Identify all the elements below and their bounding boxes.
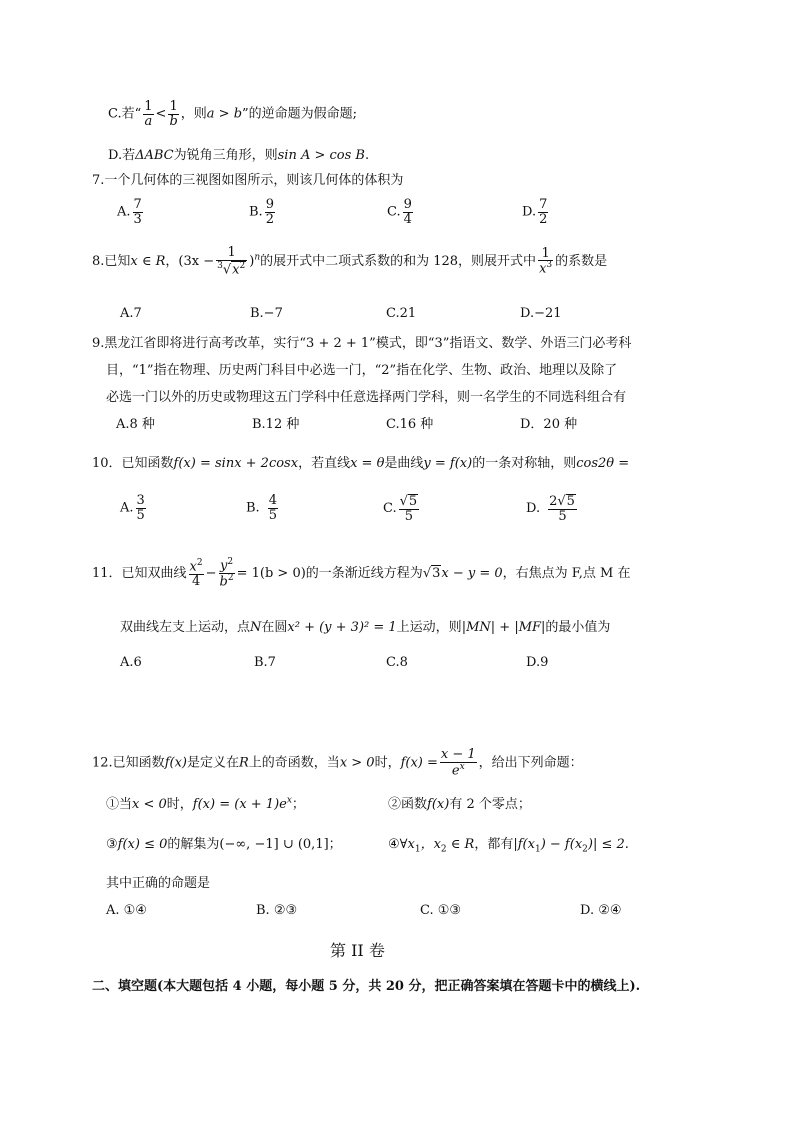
q11-line-2: 双曲线左支上运动，点N在圆x² + (y + 3)² = 1上运动，则|MN| + |MF|的最小值为	[120, 620, 611, 635]
q9-option-d: D．20 种	[520, 417, 578, 432]
q6-c-fraction-2: $\frac{1}{b}$	[169, 99, 178, 129]
q7-stem: 7.一个几何体的三视图如图所示，则该几何体的体积为	[92, 173, 404, 188]
q12-proposition-3: ③f(x) ≤ 0的解集为(−∞, −1] ∪ (0,1]；	[106, 837, 342, 852]
q9-line-1: 9.黑龙江省即将进行高考改革，实行“3 + 2 + 1”模式，即“3”指语文、数学、外语三门必考科	[92, 336, 632, 351]
q9-line-2: 目，“1”指在物理、历史两门科目中必选一门，“2”指在化学、生物、政治、地理以及除了	[106, 363, 618, 378]
q10-stem: 10．已知函数f(x) = sinx + 2cosx，若直线x = θ是曲线y = f(x)的一条对称轴，则cos2θ =	[92, 456, 630, 471]
section-2-heading: 二、填空题(本大题包括 4 小题，每小题 5 分，共 20 分，把正确答案填在答题卡中的横线上).	[92, 979, 641, 994]
q11-stem: 11．已知双曲线 $\frac{x^2}{4}$ − $\frac{y^2}{b^2}$ = 1(b > 0)的一条渐近线方程为√3x − y = 0，右焦点为 F,点 M 在	[92, 557, 631, 590]
q8-fraction: $\frac{1}{^3√x^2}$	[217, 245, 246, 277]
q12-option-b: B. ②③	[256, 903, 298, 918]
q11-option-b: B.7	[254, 655, 276, 670]
q8-option-d: D.−21	[520, 306, 562, 321]
q10-option-c: C. $\frac{√5}{5}$	[383, 494, 418, 524]
q7-option-c: C. $\frac{9}{4}$	[387, 197, 412, 227]
q6-c-fraction-1: $\frac{1}{a}$	[144, 99, 153, 129]
q8-option-a: A.7	[120, 306, 142, 321]
q12-option-a: A. ①④	[106, 903, 147, 918]
q12-option-c: C. ①③	[420, 903, 462, 918]
q7-option-b: B. $\frac{9}{2}$	[249, 197, 274, 227]
q12-fraction: $\frac{x - 1}{e^x}$	[440, 747, 476, 778]
q8-option-b: B.−7	[250, 306, 283, 321]
q9-option-a: A.8 种	[116, 417, 155, 432]
q12-proposition-1: ①当x < 0时，$f(x) = (x + 1)e^x$；	[106, 795, 305, 812]
q7-option-d: D. $\frac{7}{2}$	[522, 197, 548, 227]
q11-option-c: C.8	[386, 655, 408, 670]
q12-option-d: D. ②④	[580, 903, 622, 918]
q9-option-c: C.16 种	[386, 417, 434, 432]
q11-fraction-x: $\frac{x^2}{4}$	[189, 557, 203, 589]
q6-option-c: C.若“ $\frac{1}{a}$ < $\frac{1}{b}$ ，则a > b”的逆命题为假命题;	[108, 99, 358, 129]
q12-proposition-2: ②函数f(x)有 2 个零点；	[388, 797, 531, 812]
q10-option-a: A. $\frac{3}{5}$	[120, 493, 145, 523]
q11-fraction-y: $\frac{y^2}{b^2}$	[219, 557, 234, 590]
q12-proposition-4: $④\forall x_1$，$x_2$ ∈ R，都有$|f(x_1) - f(x_2)| \le 2$.	[388, 837, 629, 855]
q9-option-b: B.12 种	[252, 417, 300, 432]
part-2-title: 第 II 卷	[330, 941, 385, 960]
q7-option-a: A. $\frac{7}{3}$	[117, 197, 142, 227]
q11-option-d: D.9	[526, 655, 549, 670]
q12-conclusion: 其中正确的命题是	[106, 876, 211, 891]
q8-option-c: C.21	[386, 306, 417, 321]
q8-stem: 8.已知x ∈ R，(3x − $\frac{1}{^3√x^2}$ )$^n$的展开式中二项式系数的和为 128，则展开式中 $\frac{1}{x^3}$ 的系数是	[92, 245, 608, 277]
q6-option-d: D.若ΔABC为锐角三角形，则sin A > cos B.	[108, 148, 370, 163]
q6-c-prefix: C.若“	[108, 106, 142, 122]
q10-option-b: B. $\frac{4}{5}$	[246, 493, 277, 523]
q12-stem: 12.已知函数f(x)是定义在R上的奇函数，当x > 0时，f(x) = $\frac{x - 1}{e^x}$ ，给出下列命题：	[92, 747, 583, 778]
q11-option-a: A.6	[120, 655, 142, 670]
q9-line-3: 必选一门以外的历史或物理这五门学科中任意选择两门学科，则一名学生的不同选科组合有	[106, 390, 627, 405]
q10-option-d: D. $\frac{2√5}{5}$	[526, 494, 575, 524]
q8-target-fraction: $\frac{1}{x^3}$	[539, 245, 553, 277]
